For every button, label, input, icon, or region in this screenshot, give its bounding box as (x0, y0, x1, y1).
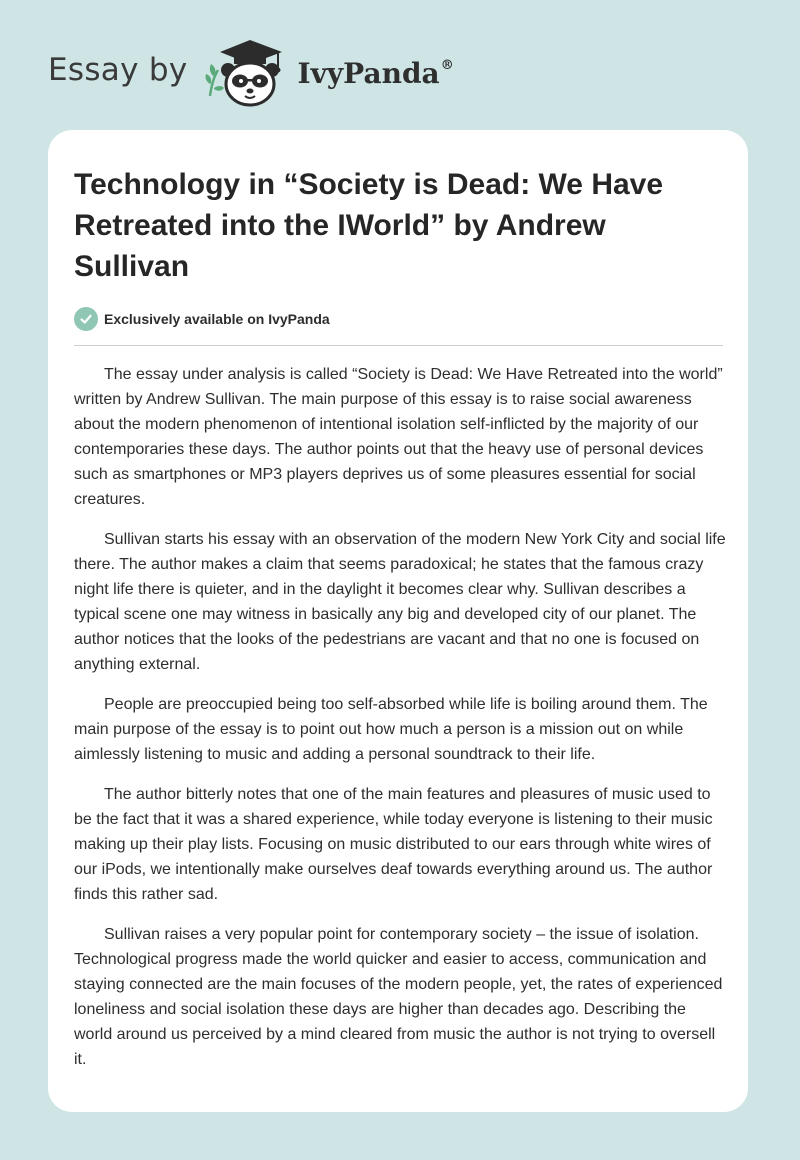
brand-name-text: IvyPanda (297, 56, 440, 90)
site-header (48, 36, 748, 108)
registered-mark: ® (440, 57, 454, 73)
essay-paragraph: People are preoccupied being too self-absorbed while life is boiling around them. The main purpose of the essay is to point out how much a person is a mission out on while aimlessly listening to music and adding a personal soundtrack to their life. (74, 696, 708, 763)
essay-paragraph: The essay under analysis is called “Society is Dead: We Have Retreated into the world” written by Andrew Sullivan. The main purpose of this essay is to raise social awareness about the modern phenomenon of intentional isolation self-inflicted by the majority of our contemporaries these days. The author points out that the heavy use of personal devices such as smartphones or MP3 players deprives us of some pleasures essential for social creatures. (74, 366, 723, 508)
essay-paragraph: The author bitterly notes that one of the main features and pleasures of music used to be the fact that it was a shared experience, while today everyone is listening to their music making up their play lists. Focusing on music distributed to our ears through white wires of our iPods, we intentionally make ourselves deaf towards everything around us. The author finds this rather sad. (74, 786, 713, 903)
essay-title: Technology in “Society is Dead: We Have Retreated into the IWorld” by Andrew Sullivan (74, 168, 664, 283)
title-divider (74, 345, 723, 346)
essay-paragraph: Sullivan raises a very popular point for contemporary society – the issue of isolation. Technological progress made the world quicker and easier to access, communication and staying connected are the main focuses of the modern people, yet, the rates of experienced loneliness and social isolation these days are higher than decades ago. Describing the world around us perceived by a mind cleared from music the author is not trying to oversell it. (74, 926, 723, 1068)
panda-logo-icon[interactable] (202, 36, 292, 108)
brand-name[interactable] (298, 57, 454, 90)
exclusive-badge (74, 306, 330, 332)
brand-prefix: Essay by (48, 52, 188, 88)
check-icon (74, 307, 98, 331)
essay-paragraph: Sullivan starts his essay with an observation of the modern New York City and social life there. The author makes a claim that seems paradoxical; he states that the famous crazy night life there is quieter, and in the daylight it becomes clear why. Sullivan describes a typical scene one may witness in basically any big and developed city of our planet. The author notices that the looks of the pedestrians are vacant and that no one is focused on anything external. (74, 531, 726, 673)
essay-card (48, 130, 748, 1112)
essay-body (74, 362, 726, 1087)
exclusive-badge-label: Exclusively available on IvyPanda (104, 311, 330, 327)
